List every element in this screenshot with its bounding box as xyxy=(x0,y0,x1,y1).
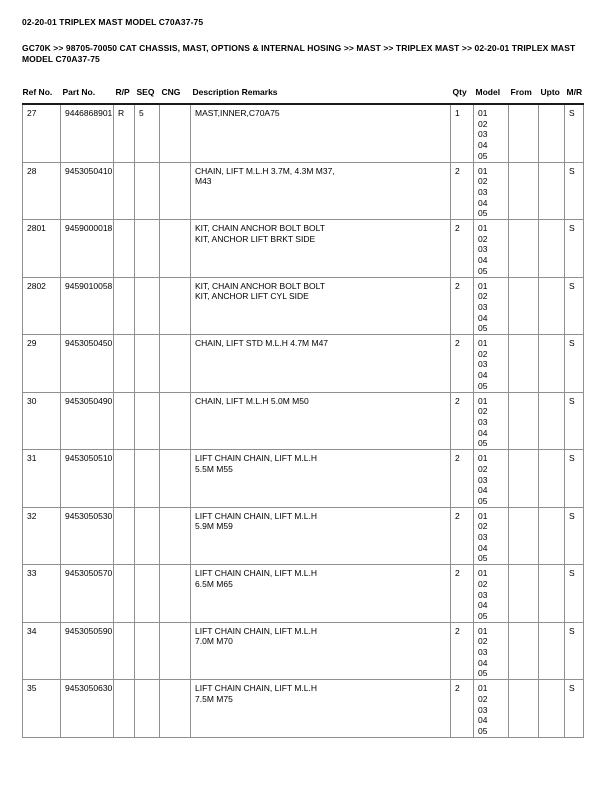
qty-cell: 2 xyxy=(451,680,474,738)
from-cell xyxy=(509,162,539,220)
table-row xyxy=(23,680,584,738)
model-line: 05 xyxy=(478,610,488,621)
model-line: 03 xyxy=(478,129,488,140)
model-cell xyxy=(474,392,509,450)
part-no-cell: 9453050590 xyxy=(61,622,114,680)
model-line: 03 xyxy=(478,474,488,485)
model-line: 02 xyxy=(478,118,488,129)
cng-cell xyxy=(160,277,191,335)
model-line: 04 xyxy=(478,255,488,266)
col-header-model: Model xyxy=(474,87,509,104)
upto-cell xyxy=(539,220,565,278)
parts-table xyxy=(22,87,584,738)
cng-cell xyxy=(160,565,191,623)
part-no-cell: 9453050450 xyxy=(61,335,114,393)
ref-no-cell: 32 xyxy=(23,507,61,565)
seq-cell xyxy=(135,507,160,565)
qty-cell: 2 xyxy=(451,220,474,278)
model-cell xyxy=(474,565,509,623)
cng-cell xyxy=(160,450,191,508)
description-line: 5.5M M55 xyxy=(195,463,233,474)
model-cell xyxy=(474,680,509,738)
model-line: 02 xyxy=(478,693,488,704)
from-cell xyxy=(509,622,539,680)
seq-cell xyxy=(135,450,160,508)
qty-cell: 2 xyxy=(451,335,474,393)
model-line: 03 xyxy=(478,244,488,255)
model-line: 03 xyxy=(478,589,488,600)
model-line: 02 xyxy=(478,463,488,474)
model-line: 03 xyxy=(478,647,488,658)
part-no-cell: 9453050530 xyxy=(61,507,114,565)
col-header-seq: SEQ xyxy=(135,87,160,104)
rp-cell xyxy=(114,450,135,508)
rp-cell xyxy=(114,622,135,680)
model-line: 01 xyxy=(478,395,488,406)
table-row xyxy=(23,392,584,450)
model-line: 03 xyxy=(478,704,488,715)
model-line: 02 xyxy=(478,636,488,647)
model-line: 01 xyxy=(478,280,488,291)
col-header-cng: CNG xyxy=(160,87,191,104)
description-line: LIFT CHAIN CHAIN, LIFT M.L.H xyxy=(195,510,318,521)
from-cell xyxy=(509,220,539,278)
col-header-ref-no: Ref No. xyxy=(23,87,61,104)
description-cell xyxy=(191,565,451,623)
ref-no-cell: 30 xyxy=(23,392,61,450)
ref-no-cell: 29 xyxy=(23,335,61,393)
description-line: M43 xyxy=(195,176,212,187)
description-cell xyxy=(191,277,451,335)
model-line: 05 xyxy=(478,725,488,736)
rp-cell xyxy=(114,277,135,335)
model-line: 04 xyxy=(478,600,488,611)
description-cell xyxy=(191,335,451,393)
mr-cell: S xyxy=(565,622,584,680)
model-line: 04 xyxy=(478,427,488,438)
seq-cell xyxy=(135,220,160,278)
col-header-mr: M/R xyxy=(565,87,584,104)
upto-cell xyxy=(539,335,565,393)
col-header-part-no: Part No. xyxy=(61,87,114,104)
part-no-cell: 9453050510 xyxy=(61,450,114,508)
model-line: 05 xyxy=(478,553,488,564)
seq-cell xyxy=(135,622,160,680)
table-row xyxy=(23,220,584,278)
rp-cell xyxy=(114,507,135,565)
ref-no-cell: 28 xyxy=(23,162,61,220)
description-line: CHAIN, LIFT STD M.L.H 4.7M M47 xyxy=(195,338,329,349)
rp-cell: R xyxy=(114,104,135,162)
model-line: 02 xyxy=(478,406,488,417)
description-line: LIFT CHAIN CHAIN, LIFT M.L.H xyxy=(195,683,318,694)
mr-cell: S xyxy=(565,507,584,565)
description-cell xyxy=(191,162,451,220)
upto-cell xyxy=(539,104,565,162)
table-row xyxy=(23,104,584,162)
rp-cell xyxy=(114,220,135,278)
part-no-cell: 9459000018 xyxy=(61,220,114,278)
col-header-qty: Qty xyxy=(451,87,474,104)
description-cell xyxy=(191,680,451,738)
table-row xyxy=(23,450,584,508)
description-line: MAST,INNER,C70A75 xyxy=(195,108,280,118)
ref-no-cell: 2801 xyxy=(23,220,61,278)
model-line: 03 xyxy=(478,186,488,197)
table-row xyxy=(23,622,584,680)
mr-cell: S xyxy=(565,220,584,278)
col-header-from: From xyxy=(509,87,539,104)
description-cell xyxy=(191,104,451,162)
qty-cell: 2 xyxy=(451,392,474,450)
model-line: 05 xyxy=(478,323,488,334)
from-cell xyxy=(509,507,539,565)
ref-no-cell: 27 xyxy=(23,104,61,162)
from-cell xyxy=(509,565,539,623)
model-line: 03 xyxy=(478,416,488,427)
table-header-row xyxy=(23,87,584,104)
from-cell xyxy=(509,277,539,335)
mr-cell: S xyxy=(565,335,584,393)
col-header-rp: R/P xyxy=(114,87,135,104)
model-line: 02 xyxy=(478,176,488,187)
ref-no-cell: 33 xyxy=(23,565,61,623)
description-line: CHAIN, LIFT M.L.H 3.7M, 4.3M M37, xyxy=(195,165,335,176)
mr-cell: S xyxy=(565,162,584,220)
qty-cell: 2 xyxy=(451,565,474,623)
model-line: 05 xyxy=(478,208,488,219)
description-line: KIT, ANCHOR LIFT CYL SIDE xyxy=(195,291,309,302)
col-header-upto: Upto xyxy=(539,87,565,104)
mr-cell: S xyxy=(565,680,584,738)
model-line: 01 xyxy=(478,165,488,176)
part-no-cell: 9446868901 xyxy=(61,104,114,162)
rp-cell xyxy=(114,680,135,738)
mr-cell: S xyxy=(565,565,584,623)
qty-cell: 1 xyxy=(451,104,474,162)
seq-cell xyxy=(135,565,160,623)
description-line: KIT, ANCHOR LIFT BRKT SIDE xyxy=(195,233,316,244)
model-line: 02 xyxy=(478,233,488,244)
cng-cell xyxy=(160,392,191,450)
model-line: 04 xyxy=(478,312,488,323)
model-cell xyxy=(474,220,509,278)
from-cell xyxy=(509,392,539,450)
model-line: 04 xyxy=(478,657,488,668)
upto-cell xyxy=(539,450,565,508)
model-cell xyxy=(474,162,509,220)
upto-cell xyxy=(539,392,565,450)
model-line: 05 xyxy=(478,495,488,506)
page-title: 02-20-01 TRIPLEX MAST MODEL C70A37-75 xyxy=(22,17,204,27)
mr-cell: S xyxy=(565,450,584,508)
cng-cell xyxy=(160,335,191,393)
breadcrumb: GC70K >> 98705-70050 CAT CHASSIS, MAST, OPTIONS & INTERNAL HOSING >> MAST >> TRIPLEX MAST >> 02-20-01 TRIPLEX MAST MODEL C70A37-75 xyxy=(22,43,576,64)
model-line: 03 xyxy=(478,301,488,312)
rp-cell xyxy=(114,335,135,393)
model-line: 02 xyxy=(478,291,488,302)
mr-cell: S xyxy=(565,392,584,450)
model-line: 02 xyxy=(478,578,488,589)
cng-cell xyxy=(160,622,191,680)
model-cell xyxy=(474,507,509,565)
model-line: 03 xyxy=(478,532,488,543)
description-cell xyxy=(191,622,451,680)
seq-cell: 5 xyxy=(135,104,160,162)
description-line: CHAIN, LIFT M.L.H 5.0M M50 xyxy=(195,395,309,406)
model-line: 05 xyxy=(478,668,488,679)
model-line: 05 xyxy=(478,438,488,449)
qty-cell: 2 xyxy=(451,162,474,220)
from-cell xyxy=(509,335,539,393)
model-cell xyxy=(474,450,509,508)
part-no-cell: 9453050570 xyxy=(61,565,114,623)
seq-cell xyxy=(135,392,160,450)
from-cell xyxy=(509,104,539,162)
seq-cell xyxy=(135,277,160,335)
description-line: 6.5M M65 xyxy=(195,578,233,589)
description-line: 5.9M M59 xyxy=(195,521,233,532)
description-line: KIT, CHAIN ANCHOR BOLT BOLT xyxy=(195,223,325,234)
col-header-description: Description Remarks xyxy=(191,87,451,104)
part-no-cell: 9453050410 xyxy=(61,162,114,220)
description-line: LIFT CHAIN CHAIN, LIFT M.L.H xyxy=(195,453,318,464)
model-line: 01 xyxy=(478,338,488,349)
part-no-cell: 9453050630 xyxy=(61,680,114,738)
description-cell xyxy=(191,220,451,278)
model-line: 01 xyxy=(478,568,488,579)
from-cell xyxy=(509,680,539,738)
model-line: 04 xyxy=(478,197,488,208)
cng-cell xyxy=(160,104,191,162)
rp-cell xyxy=(114,392,135,450)
mr-cell: S xyxy=(565,104,584,162)
upto-cell xyxy=(539,162,565,220)
upto-cell xyxy=(539,680,565,738)
part-no-cell: 9459010058 xyxy=(61,277,114,335)
mr-cell: S xyxy=(565,277,584,335)
description-line: LIFT CHAIN CHAIN, LIFT M.L.H xyxy=(195,568,318,579)
ref-no-cell: 35 xyxy=(23,680,61,738)
cng-cell xyxy=(160,507,191,565)
qty-cell: 2 xyxy=(451,450,474,508)
model-line: 05 xyxy=(478,265,488,276)
table-row xyxy=(23,162,584,220)
description-line: 7.0M M70 xyxy=(195,636,233,647)
qty-cell: 2 xyxy=(451,277,474,335)
model-line: 01 xyxy=(478,453,488,464)
model-cell xyxy=(474,335,509,393)
rp-cell xyxy=(114,162,135,220)
rp-cell xyxy=(114,565,135,623)
model-cell xyxy=(474,622,509,680)
table-row xyxy=(23,507,584,565)
table-row xyxy=(23,565,584,623)
table-row xyxy=(23,335,584,393)
model-cell xyxy=(474,277,509,335)
model-line: 01 xyxy=(478,108,488,118)
seq-cell xyxy=(135,335,160,393)
model-line: 04 xyxy=(478,370,488,381)
ref-no-cell: 34 xyxy=(23,622,61,680)
from-cell xyxy=(509,450,539,508)
model-line: 05 xyxy=(478,150,488,161)
model-line: 05 xyxy=(478,380,488,391)
description-cell xyxy=(191,392,451,450)
model-line: 03 xyxy=(478,359,488,370)
seq-cell xyxy=(135,162,160,220)
ref-no-cell: 2802 xyxy=(23,277,61,335)
model-line: 01 xyxy=(478,683,488,694)
description-cell xyxy=(191,450,451,508)
qty-cell: 2 xyxy=(451,507,474,565)
model-line: 01 xyxy=(478,625,488,636)
part-no-cell: 9453050490 xyxy=(61,392,114,450)
ref-no-cell: 31 xyxy=(23,450,61,508)
cng-cell xyxy=(160,162,191,220)
description-line: LIFT CHAIN CHAIN, LIFT M.L.H xyxy=(195,625,318,636)
cng-cell xyxy=(160,220,191,278)
model-line: 01 xyxy=(478,223,488,234)
table-row xyxy=(23,277,584,335)
description-line: 7.5M M75 xyxy=(195,693,233,704)
cng-cell xyxy=(160,680,191,738)
upto-cell xyxy=(539,622,565,680)
description-cell xyxy=(191,507,451,565)
model-line: 04 xyxy=(478,140,488,151)
model-line: 04 xyxy=(478,715,488,726)
seq-cell xyxy=(135,680,160,738)
model-line: 04 xyxy=(478,542,488,553)
upto-cell xyxy=(539,277,565,335)
model-cell xyxy=(474,104,509,162)
upto-cell xyxy=(539,565,565,623)
upto-cell xyxy=(539,507,565,565)
model-line: 01 xyxy=(478,510,488,521)
model-line: 04 xyxy=(478,485,488,496)
description-line: KIT, CHAIN ANCHOR BOLT BOLT xyxy=(195,280,325,291)
model-line: 02 xyxy=(478,348,488,359)
model-line: 02 xyxy=(478,521,488,532)
qty-cell: 2 xyxy=(451,622,474,680)
